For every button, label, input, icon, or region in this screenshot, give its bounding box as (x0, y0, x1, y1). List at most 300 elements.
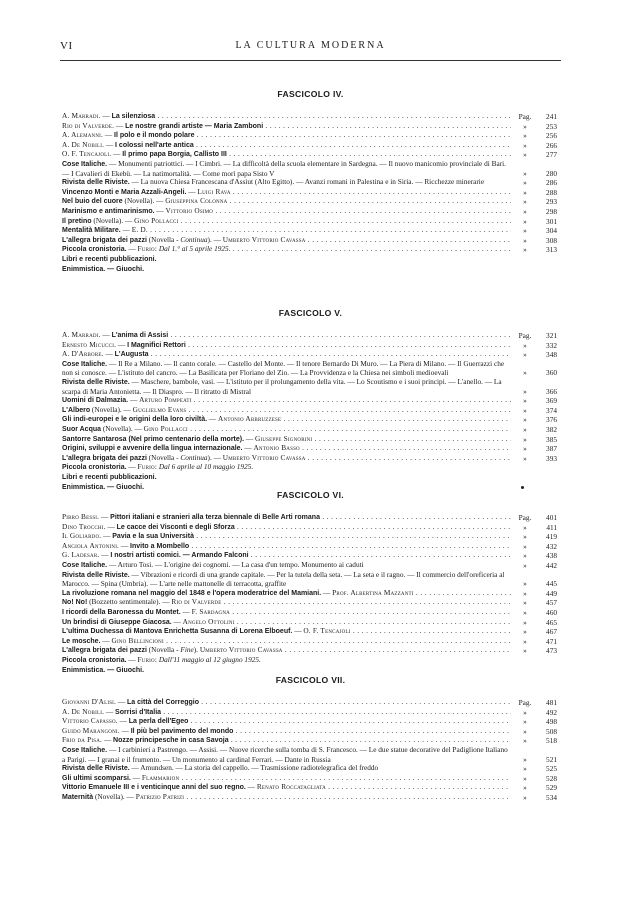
entry-text (62, 618, 559, 628)
entry-author: Guido Marangoni. (62, 726, 120, 735)
entry-title: Gli ultimi scomparsi. (62, 774, 131, 782)
entry-author: Angelo Ottolini (182, 617, 235, 626)
entry-line (62, 435, 511, 445)
entry-author: Umberto Vittorio Cavassa (199, 646, 283, 655)
entry-line (62, 793, 511, 803)
entry-text (62, 122, 559, 132)
entry-line (62, 197, 511, 207)
entry-title: La città del Correggio (127, 699, 199, 706)
entry-separator: — (321, 588, 333, 597)
page-prefix: » (523, 216, 527, 226)
entry-line (62, 618, 511, 628)
page-prefix: » (523, 646, 527, 656)
entry-author: A. De Nobili. (62, 707, 105, 716)
entry-line (62, 655, 261, 664)
entry-separator: — (111, 150, 123, 159)
entry-author: A. Marradi. (62, 331, 101, 339)
page-number: 471 (546, 636, 557, 646)
entry-note: (Novella). (91, 216, 124, 225)
entry-title: Libri e recenti pubblicazioni. (62, 473, 157, 481)
entry-note: (Novella). (122, 197, 155, 206)
entry-separator: — (242, 444, 254, 453)
page-number: 473 (546, 646, 557, 656)
entry-text (62, 542, 559, 552)
entry-author: F. Sardagna (191, 607, 230, 616)
entry-separator: — (128, 396, 140, 405)
page-prefix: » (523, 764, 527, 774)
entry-separator: — (186, 187, 198, 196)
toc-entry (62, 188, 559, 198)
entry-text (62, 793, 559, 803)
entry-author: Rio di Valverde. (62, 121, 115, 130)
page-ref (513, 407, 559, 416)
page-ref (513, 416, 559, 425)
entry-separator: — (211, 235, 223, 244)
entry-title: Maternità (62, 793, 94, 801)
page-ref (513, 533, 559, 542)
entry-author: Giuseppe Signorini (255, 434, 313, 443)
page-ref (513, 227, 559, 236)
entry-title: L'allegra brigata dei pazzi (62, 236, 147, 244)
entry-separator: — (126, 654, 138, 664)
page-number: 277 (546, 150, 557, 160)
entry-author: Vittorio Capasso. (62, 717, 118, 726)
entry-text (62, 435, 559, 445)
entry-author: Umberto Vittorio Cavassa (222, 235, 306, 244)
toc-entry (62, 727, 559, 737)
entry-text (62, 513, 559, 523)
entry-line (62, 236, 511, 246)
entry-title: Rivista delle Riviste. (62, 765, 130, 773)
entry-text (62, 708, 559, 718)
entry-line (62, 254, 157, 263)
entry-title: Nozze principesche in casa Savoja (113, 737, 229, 745)
entry-author: O. F. Tencajoli (303, 627, 351, 636)
page-ref (513, 784, 559, 793)
page-number: 518 (546, 736, 557, 746)
entry-description: — I carbinieri a Pastrengo. — Assisi. — Nuove ricerche sulla tomba di S. Francesco. — Le due statue decorative del Padiglione Italiano a Parigi. — I granai e il frumento. — Un monumento al cardinal Ferrari. — Dante in Russia (62, 744, 508, 764)
page-prefix: » (523, 736, 527, 746)
entry-text (62, 396, 559, 406)
toc-entry (62, 406, 559, 416)
toc-entry (62, 265, 559, 275)
page-prefix: » (523, 707, 527, 717)
page-prefix: » (523, 405, 527, 415)
toc-entry (62, 112, 559, 122)
entry-title: Il pretino (62, 217, 92, 225)
entry-separator: — (120, 226, 132, 235)
entry-author: Luigi Rava (197, 187, 231, 196)
fascicolo-iv (62, 89, 559, 274)
entry-author: Furio: (137, 245, 158, 254)
entry-title: Mentalità Militare. (62, 227, 121, 235)
page-ref (513, 455, 559, 464)
page-prefix: » (523, 792, 527, 802)
page-prefix: » (523, 206, 527, 216)
page-ref (513, 524, 559, 533)
entry-line (62, 425, 511, 435)
fascicolo-vii (62, 675, 559, 803)
entry-title: Il primo papa Borgia, Callisto III (122, 151, 227, 159)
page-number: 298 (546, 206, 557, 216)
entry-text (62, 764, 559, 774)
entry-author: Frio da Pisa. (62, 736, 103, 745)
page-prefix: » (523, 178, 527, 188)
entry-line (62, 415, 511, 425)
entry-title: L'Albero (62, 406, 91, 414)
page-number: 529 (546, 783, 557, 793)
entry-line (62, 396, 511, 406)
page-ref (513, 699, 559, 708)
page-number: 438 (546, 551, 557, 561)
page-ref (513, 580, 559, 589)
entry-title: Sorrisi d'Italia (115, 708, 162, 716)
section-title: FASCICOLO VI. (277, 490, 344, 500)
page-prefix: » (523, 717, 527, 727)
entry-text (62, 746, 559, 764)
entry-dates: Dal 1.° al 5 aprile 1925. (157, 245, 231, 254)
page-header (60, 40, 561, 54)
entry-separator: — (124, 792, 136, 801)
page-prefix: » (523, 187, 527, 197)
page-number: 332 (546, 340, 557, 350)
page-prefix: » (523, 131, 527, 141)
entry-separator: — (119, 726, 131, 735)
toc-entry (62, 360, 559, 378)
page-ref (513, 552, 559, 561)
page-prefix: » (523, 598, 527, 608)
page-prefix: » (523, 579, 527, 589)
entry-title: Uomini di Dalmazia. (62, 397, 129, 405)
page-ref (513, 737, 559, 746)
toc-entry (62, 396, 559, 406)
entry-author: Patrizio Patrizi (135, 792, 185, 801)
page-ref (513, 543, 559, 552)
toc-entry (62, 542, 559, 552)
toc-entry (62, 341, 559, 351)
entry-separator: — (103, 350, 115, 359)
entry-note: (Novella - (146, 235, 181, 244)
entry-title: Il polo e il mondo polare (114, 132, 195, 140)
page-number: 308 (546, 235, 557, 245)
toc-entry (62, 618, 559, 628)
page-ref (513, 189, 559, 198)
page-ref (513, 775, 559, 784)
entry-note: (Novella). (93, 792, 125, 801)
entry-text (62, 341, 559, 351)
entry-title: Cose Italiche. (62, 746, 108, 754)
entry-description: — Amundsen. — La storia del cappello. — Trasmissione radiotelegrafica del freddo (129, 763, 379, 773)
entry-text (62, 523, 559, 533)
entry-line (62, 665, 144, 674)
entry-line (62, 637, 511, 647)
page-ref (513, 426, 559, 435)
entry-separator: — (244, 434, 256, 443)
entry-title: Enimmistica. — Giuochi. (62, 483, 145, 491)
page-prefix: » (523, 396, 527, 406)
entry-line (62, 589, 511, 599)
entry-author: A. D'Arbore. (62, 350, 104, 359)
page-ref (513, 619, 559, 628)
entry-author: Dino Trocchi. (62, 522, 106, 531)
entry-line (62, 783, 511, 793)
entry-author: Renato Roccatagliata (256, 783, 326, 792)
page-prefix: » (523, 754, 527, 764)
entry-author: Antonio Basso (253, 444, 300, 453)
entry-title: Vincenzo Monti e Maria Azzali-Angeli. (62, 188, 187, 196)
page-number: 348 (546, 350, 557, 360)
page-number: 321 (546, 331, 557, 340)
entry-line (62, 359, 504, 378)
toc-entry (62, 226, 559, 236)
entry-title: Cose Italiche. (62, 561, 108, 569)
entry-title: I nostri artisti comici. — Armando Falconi (110, 552, 249, 560)
entry-title: Nel buio del cuore (62, 198, 123, 206)
toc-entry (62, 717, 559, 727)
page-number: 492 (546, 707, 557, 717)
entry-title: Pavia e la sua Università (112, 533, 194, 541)
page-prefix: » (523, 522, 527, 532)
page-ref (513, 590, 559, 599)
entry-text (62, 360, 559, 378)
page-number: 521 (546, 754, 557, 764)
entry-line (62, 774, 511, 784)
entry-text (62, 188, 559, 198)
entry-title: Rivista delle Riviste. (62, 378, 130, 386)
page-prefix: » (523, 773, 527, 783)
header-rule (60, 60, 561, 61)
toc-entry (62, 608, 559, 618)
page-prefix: » (523, 168, 527, 178)
entry-separator: — (116, 698, 128, 706)
page-number: 457 (546, 598, 557, 608)
page-number: 508 (546, 726, 557, 736)
entry-text (62, 141, 559, 151)
entry-separator: — (132, 424, 144, 433)
entry-title: Le mosche. (62, 637, 101, 645)
entry-line (62, 159, 506, 178)
page-ref (513, 599, 559, 608)
entry-separator: — (160, 598, 172, 607)
entry-separator: — (114, 121, 126, 130)
entry-separator: — (130, 773, 142, 782)
entry-separator: — (117, 717, 129, 726)
entry-separator: — (100, 331, 112, 339)
entry-separator: — (116, 340, 128, 349)
page-number: 360 (546, 368, 557, 378)
entry-line (62, 177, 484, 186)
page-number: 387 (546, 444, 557, 454)
page-ref (513, 794, 559, 803)
entry-author: Ernesto Micucci. (62, 340, 117, 349)
page-ref (513, 246, 559, 255)
page-prefix: Pag. (518, 698, 532, 707)
entry-text (62, 160, 559, 178)
page-number: 498 (546, 717, 557, 727)
entry-text (62, 265, 559, 275)
entry-author: Guglielmo Evans (132, 405, 187, 414)
page-prefix: » (523, 617, 527, 627)
entry-status: Fine (180, 646, 194, 655)
entry-note: (Novella). (101, 424, 133, 433)
entry-line (62, 523, 511, 533)
page-ref (513, 718, 559, 727)
page-ref (513, 397, 559, 406)
toc-entry (62, 589, 559, 599)
entry-text (62, 627, 559, 637)
page-prefix: » (523, 150, 527, 160)
page-numeral: VI (60, 40, 73, 52)
entry-author: A. Alemanni. (62, 131, 104, 140)
entry-description: — Arturo Tosi. — L'origine dei cognomi. — La casa d'un tempo. Monumento ai caduti (107, 559, 364, 569)
entry-status: Continua (180, 235, 208, 244)
entry-title: L'Augusta (114, 351, 149, 359)
entry-line (62, 560, 364, 569)
page-ref (513, 562, 559, 571)
entry-author: Giuseppina Colonna (165, 197, 228, 206)
page-prefix: » (523, 226, 527, 236)
toc-entry (62, 774, 559, 784)
page-ref (513, 436, 559, 445)
page-ref (513, 170, 559, 179)
entry-line (62, 226, 511, 236)
entry-description: — Il Re a Milano. — Il canto corale. — Castello del Monte. — Il tenore Bernardo Di Muro. — La Piera di Milano. — Il Guerrazzi che non si conosce. — L'istituto del cancro. — La Basilicata per Floriano del Zio. — La Provvidenza e la Chiesa nei simboli medioevali (62, 358, 505, 378)
entry-text (62, 178, 559, 188)
page-number: 288 (546, 187, 557, 197)
entry-line (62, 570, 504, 589)
entry-author: Arturo Pompeati (139, 396, 192, 405)
toc-entry (62, 122, 559, 132)
entry-title: Cose Italiche. (62, 360, 108, 368)
entry-separator: — (105, 522, 117, 531)
entry-separator: — (211, 453, 223, 462)
toc-entry (62, 331, 559, 341)
entry-description: — La nuova Chiesa Francescana d'Assiut (Alto Egitto). — Avanzi romani in Palestina e in Siria. — Ricchezze minerarie (129, 177, 485, 187)
page-ref (513, 728, 559, 737)
page-number: 467 (546, 627, 557, 637)
entry-line (62, 141, 511, 151)
page-prefix: » (523, 415, 527, 425)
section-title: FASCICOLO IV. (277, 89, 344, 99)
page-ref (513, 142, 559, 151)
entry-author: Antonio Abbruzzese (218, 415, 282, 424)
toc-entry (62, 571, 559, 589)
entry-title: Le nostre grandi artiste — Maria Zamboni (125, 122, 264, 130)
entry-text (62, 415, 559, 425)
entry-status: Continua (180, 453, 208, 462)
entry-line (62, 207, 511, 217)
page-ref (513, 709, 559, 718)
entry-separator: — (102, 736, 114, 745)
toc-entry (62, 131, 559, 141)
page-number: 460 (546, 607, 557, 617)
entry-title: Le cacce dei Visconti e degli Sforza (116, 523, 235, 531)
entry-note-end: ). (193, 646, 198, 655)
entry-title: No! No! (62, 599, 88, 607)
entry-line (62, 608, 511, 618)
entry-text (62, 608, 559, 618)
toc-entry (62, 141, 559, 151)
entry-text (62, 226, 559, 236)
page-prefix: » (523, 340, 527, 350)
entry-dates: Dal 6 aprile al 10 maggio 1925. (157, 462, 254, 472)
entry-author: Furio: (137, 462, 158, 472)
entry-title: Rivista delle Riviste. (62, 179, 130, 187)
entry-author: O. F. Tencajoli. (62, 150, 112, 159)
entry-separator: — (180, 607, 192, 616)
entry-title: Origini, sviluppi e avvenire della lingua internazionale. (62, 445, 243, 453)
page-number: 280 (546, 168, 557, 178)
entry-line (62, 264, 144, 273)
toc-entry (62, 435, 559, 445)
page-prefix: » (523, 424, 527, 434)
entry-separator: — (245, 783, 257, 792)
page-prefix: » (523, 783, 527, 793)
entry-separator: — (292, 627, 304, 636)
entry-text (62, 406, 559, 416)
entry-author: G. Ladesar. (62, 551, 100, 560)
page-number: 256 (546, 131, 557, 141)
toc-entry (62, 513, 559, 523)
entry-description: — Monumenti patriottici. — I Cimbri. — La difficoltà della scuola elementare in Sardegna. — Il nuovo manicomio provinciale di Bari. — I Cavalieri di Ekebù. — La natimortalità. — Come morì papa Sisto V (62, 158, 507, 178)
entry-author: A. Marradi. (62, 112, 101, 120)
page-number: 382 (546, 424, 557, 434)
page-number: 369 (546, 396, 557, 406)
page-prefix: » (523, 607, 527, 617)
page-ref (513, 628, 559, 637)
entry-title: Suor Acqua (62, 425, 102, 433)
page-ref (513, 179, 559, 188)
page-number: 534 (546, 792, 557, 802)
entry-text (62, 378, 559, 396)
entry-separator: — (100, 636, 112, 645)
entry-title: Enimmistica. — Giuochi. (62, 265, 145, 273)
page-number: 442 (546, 560, 557, 570)
page-prefix: » (523, 121, 527, 131)
entry-separator: — (207, 415, 219, 424)
page-number: 385 (546, 434, 557, 444)
page-number: 241 (546, 112, 557, 121)
entry-title: La perla dell'Egeo (128, 718, 189, 726)
entry-text (62, 666, 559, 676)
page-prefix: » (523, 197, 527, 207)
entry-line (62, 131, 511, 141)
page-number: 445 (546, 579, 557, 589)
toc-entry (62, 598, 559, 608)
page-number: 393 (546, 453, 557, 463)
entry-text (62, 444, 559, 454)
toc-entry (62, 627, 559, 637)
entry-line (62, 627, 511, 637)
entry-separator: — (171, 617, 183, 626)
entry-title: Un brindisi di Giuseppe Giacosa. (62, 618, 172, 626)
entry-author: Rio di Valverde (171, 598, 222, 607)
entry-separator: — (100, 112, 112, 120)
entry-line (62, 188, 511, 198)
page-prefix: » (523, 368, 527, 378)
page-prefix: » (523, 235, 527, 245)
ink-speck (521, 486, 524, 489)
page-ref (513, 514, 559, 523)
toc-entry (62, 425, 559, 435)
toc-entry (62, 217, 559, 227)
entry-line (62, 472, 157, 481)
entry-note: (Novella). (90, 405, 122, 414)
page-prefix: » (523, 386, 527, 396)
entry-note: (Novella - (146, 646, 181, 655)
page-prefix: » (523, 560, 527, 570)
toc-entry (62, 764, 559, 774)
